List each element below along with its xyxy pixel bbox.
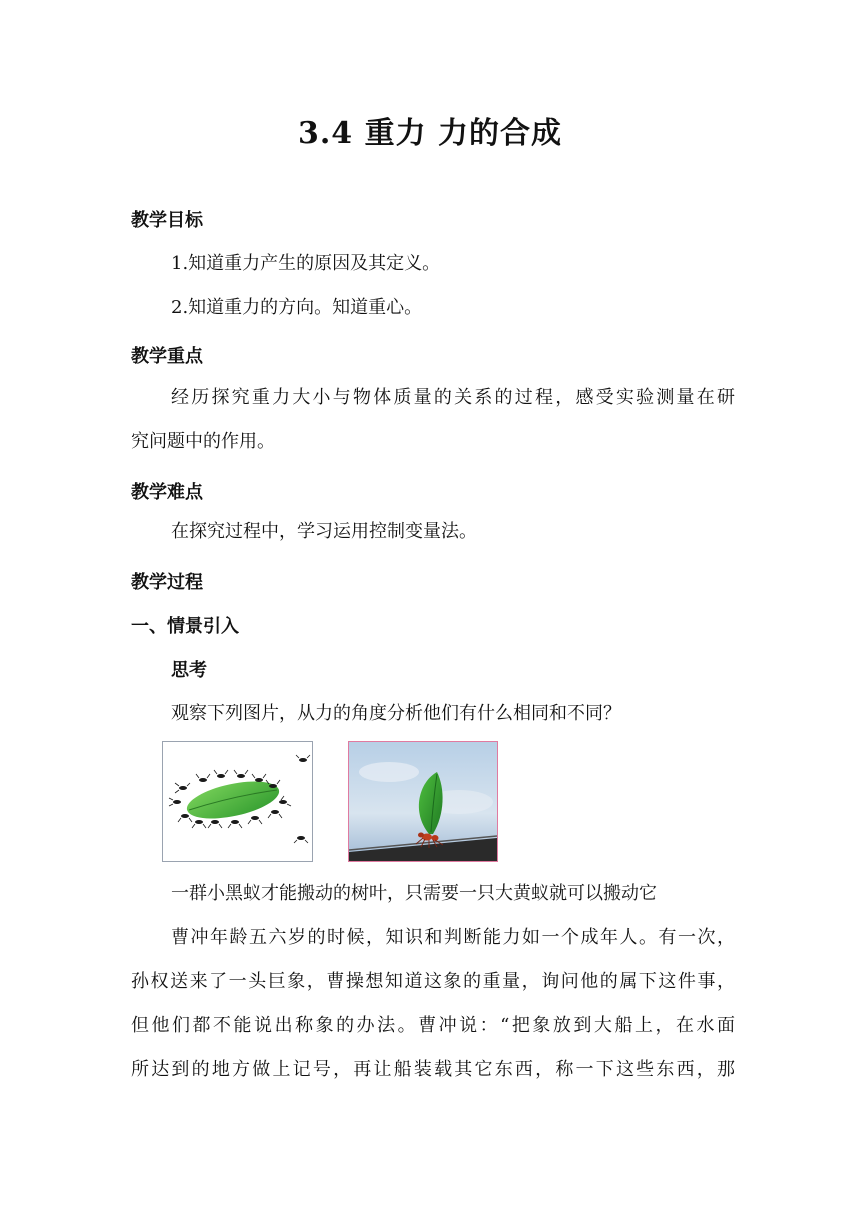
key-heading: 教学重点 xyxy=(131,346,203,367)
goal-item-1: 1.知道重力产生的原因及其定义。 xyxy=(171,253,441,274)
goal-item-2: 2.知道重力的方向。知道重心。 xyxy=(171,297,423,318)
story-line-2: 孙权送来了一头巨象，曹操想知道这象的重量，询问他的属下这件事， xyxy=(131,971,735,992)
difficult-heading: 教学难点 xyxy=(131,482,203,503)
leaf-with-black-ants-image xyxy=(162,741,313,862)
key-line-1: 经历探究重力大小与物体质量的关系的过程，感受实验测量在研 xyxy=(171,387,735,408)
story-line-3: 但他们都不能说出称象的办法。曹冲说：“把象放到大船上，在水面 xyxy=(131,1015,735,1036)
black-ants-leaf-illustration xyxy=(163,742,312,861)
image-caption: 一群小黑蚁才能搬动的树叶，只需要一只大黄蚁就可以搬动它 xyxy=(171,883,657,904)
single-ant-leaf-illustration xyxy=(349,742,497,861)
page-title: 3.4 重力 力的合成 xyxy=(297,116,563,151)
part1-heading: 一、情景引入 xyxy=(131,616,239,637)
story-line-4: 所达到的地方做上记号，再让船装载其它东西，称一下这些东西，那 xyxy=(131,1059,735,1080)
think-text: 观察下列图片，从力的角度分析他们有什么相同和不同？ xyxy=(171,703,621,724)
difficult-text: 在探究过程中，学习运用控制变量法。 xyxy=(171,521,477,542)
process-heading: 教学过程 xyxy=(131,572,203,593)
think-heading: 思考 xyxy=(171,660,207,681)
key-line-2: 究问题中的作用。 xyxy=(131,431,275,452)
yellow-ant-carrying-leaf-image xyxy=(348,741,498,862)
story-line-1: 曹冲年龄五六岁的时候，知识和判断能力如一个成年人。有一次， xyxy=(171,927,735,948)
goal-heading: 教学目标 xyxy=(131,210,203,231)
